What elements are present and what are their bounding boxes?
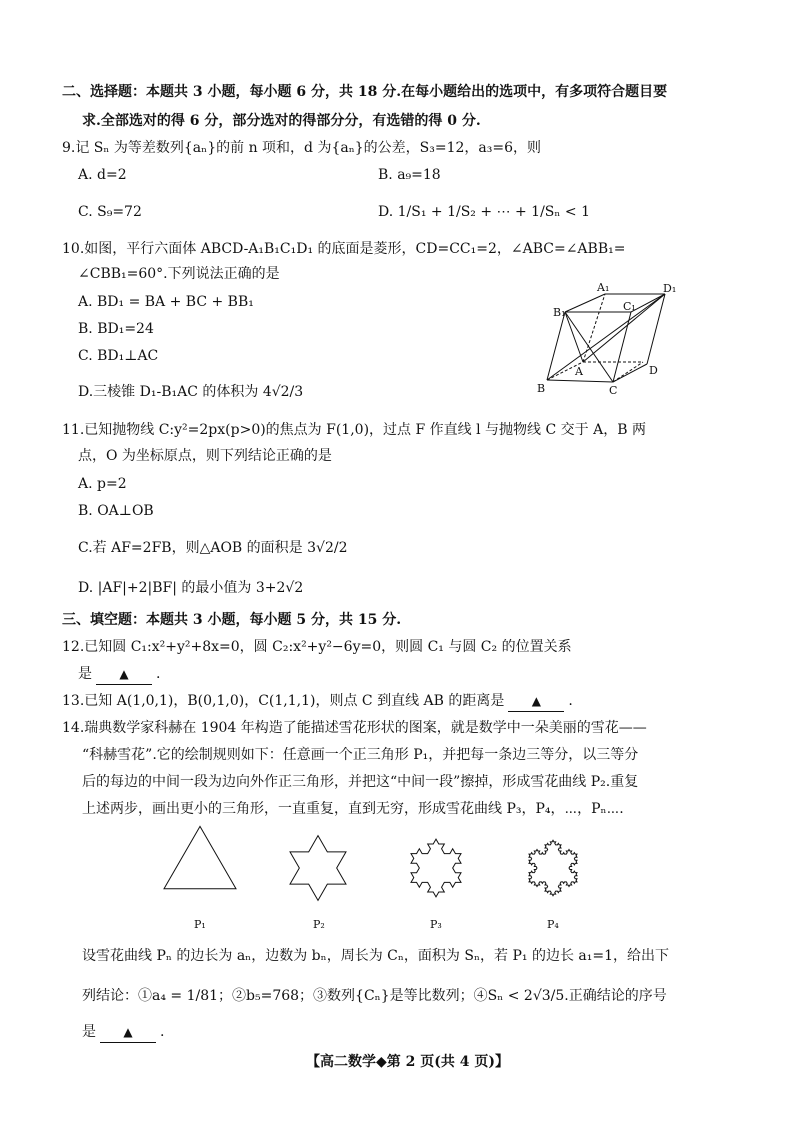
koch-curve-P1 [164, 826, 236, 888]
label-D: D [649, 364, 658, 377]
q10-stem-line1: 10.如图，平行六面体 ABCD-A₁B₁C₁D₁ 的底面是菱形，CD=CC₁=2，∠ABC=∠ABB₁= [62, 241, 626, 257]
label-A: A [575, 365, 583, 378]
section2-header-line1: 二、选择题：本题共 3 小题，每小题 6 分，共 18 分.在每小题给出的选项中，有多项符合题目要 [62, 84, 668, 100]
label-P3: P₃ [430, 918, 442, 931]
section3-header: 三、填空题：本题共 3 小题，每小题 5 分，共 15 分. [62, 612, 402, 628]
label-P4: P₄ [547, 918, 559, 931]
q13-line [62, 691, 573, 712]
q14-suffix: . [160, 1024, 165, 1040]
q13-suffix: . [568, 693, 573, 709]
q14-prefix: 是 [82, 1024, 96, 1040]
label-B1: B₁ [553, 306, 566, 319]
q9-stem: 9.记 Sₙ 为等差数列{aₙ}的前 n 项和，d 为{aₙ}的公差，S₃=12，a₃=6，则 [62, 140, 542, 156]
label-A1: A₁ [597, 282, 610, 294]
q13-answer-blank[interactable] [508, 691, 564, 712]
q9-option-c: C. S₉=72 [78, 204, 142, 220]
koch-curve-P3 [411, 839, 461, 897]
label-D1: D₁ [663, 282, 677, 295]
q12-suffix: . [156, 666, 161, 682]
q9-option-b: B. a₉=18 [378, 167, 441, 183]
q14-line2: “科赫雪花”.它的绘制规则如下：任意画一个正三角形 P₁，并把每一条边三等分，以三等分 [82, 747, 639, 763]
q12-line1: 12.已知圆 C₁:x²+y²+8x=0，圆 C₂:x²+y²−6y=0，则圆 C₁ 与圆 C₂ 的位置关系 [62, 639, 572, 655]
triangle-icon: ▲ [531, 694, 541, 708]
koch-snowflake-figure [150, 820, 640, 935]
q14-line4: 上述两步，画出更小的三角形，一直重复，直到无穷，形成雪花曲线 P₃，P₄，⋯，Pₙ⋯. [82, 801, 624, 817]
parallelepiped-figure [535, 282, 695, 397]
koch-curve-P4 [529, 840, 577, 895]
q10-option-c: C. BD₁⊥AC [78, 348, 159, 364]
q10-option-b: B. BD₁=24 [78, 321, 154, 337]
q14-answer-blank[interactable] [100, 1022, 156, 1043]
q11-option-d: D. |AF|+2|BF| 的最小值为 3+2√2 [78, 580, 304, 596]
q12-prefix: 是 [78, 666, 92, 682]
q13-text: 13.已知 A(1,0,1)，B(0,1,0)，C(1,1,1)，则点 C 到直线 AB 的距离是 [62, 693, 505, 709]
q9-option-a: A. d=2 [78, 167, 127, 183]
q14-line1: 14.瑞典数学家科赫在 1904 年构造了能描述雪花形状的图案，就是数学中一朵美丽的雪花—— [62, 720, 647, 736]
section2-header-line2: 求.全部选对的得 6 分，部分选对的得部分分，有选错的得 0 分. [82, 113, 481, 129]
page-footer: 【高二数学◆第 2 页(共 4 页)】 [306, 1054, 509, 1070]
q10-option-d: D.三棱锥 D₁-B₁AC 的体积为 4√2/3 [78, 384, 304, 400]
label-B: B [537, 382, 546, 395]
q14-line7 [82, 1022, 164, 1043]
triangle-icon: ▲ [123, 1025, 133, 1039]
q11-option-a: A. p=2 [78, 476, 127, 492]
q9-option-d: D. 1/S₁ + 1/S₂ + ⋯ + 1/Sₙ < 1 [378, 204, 590, 220]
q11-option-b: B. OA⊥OB [78, 503, 154, 519]
label-C1: C₁ [623, 300, 636, 313]
label-C: C [609, 384, 618, 397]
q12-line2 [78, 664, 160, 685]
triangle-icon: ▲ [119, 667, 129, 681]
q12-answer-blank[interactable] [96, 664, 152, 685]
q11-stem-line2: 点，O 为坐标原点，则下列结论正确的是 [78, 448, 332, 464]
q14-line5: 设雪花曲线 Pₙ 的边长为 aₙ，边数为 bₙ，周长为 Cₙ，面积为 Sₙ，若 P₁ 的边长 a₁=1，给出下 [82, 948, 669, 964]
q11-stem-line1: 11.已知抛物线 C:y²=2px(p>0)的焦点为 F(1,0)，过点 F 作直线 l 与抛物线 C 交于 A，B 两 [62, 422, 646, 438]
q10-option-a: A. BD₁ = BA + BC + BB₁ [78, 294, 254, 310]
q14-line3: 后的每边的中间一段为边向外作正三角形，并把这“中间一段”擦掉，形成雪花曲线 P₂.重复 [82, 774, 639, 790]
q10-stem-line2: ∠CBB₁=60°.下列说法正确的是 [78, 266, 280, 282]
koch-curve-P2 [290, 836, 346, 901]
label-P1: P₁ [194, 918, 206, 931]
q14-line6: 列结论：①a₄ = 1/81；②b₅=768；③数列{Cₙ}是等比数列；④Sₙ < 2√3/5.正确结论的序号 [82, 988, 667, 1004]
q11-option-c: C.若 AF=2FB，则△AOB 的面积是 3√2/2 [78, 540, 348, 556]
label-P2: P₂ [313, 918, 325, 931]
